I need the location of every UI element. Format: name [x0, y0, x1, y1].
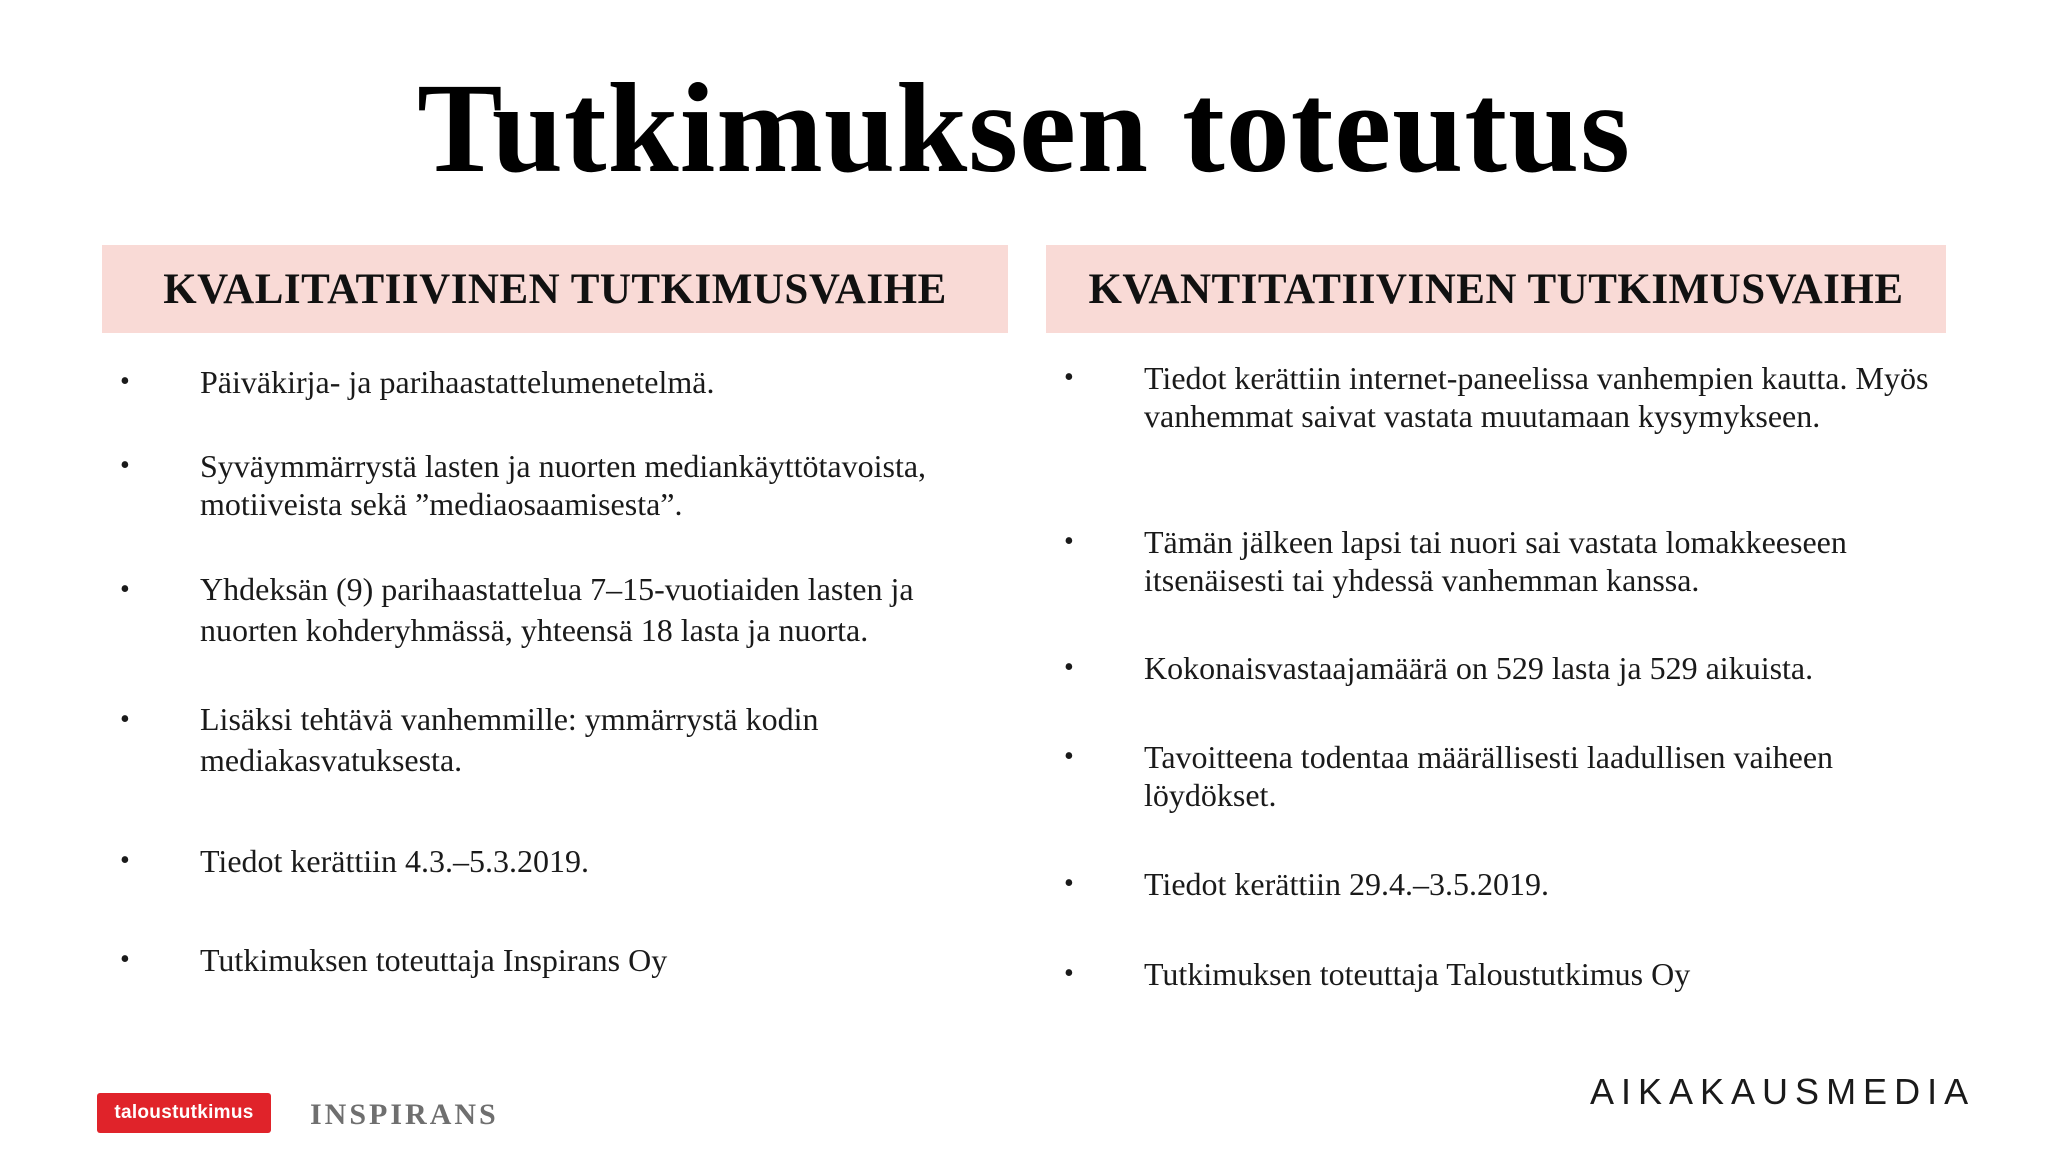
bullet-text: Tämän jälkeen lapsi tai nuori sai vastata lomakkeeseen itsenäisesti tai yhdessä vanhemman kanssa. — [1144, 524, 1847, 598]
bullet-icon: • — [120, 574, 130, 605]
bullet-icon: • — [120, 366, 130, 397]
bullet-text: Tiedot kerättiin 29.4.–3.5.2019. — [1144, 866, 1550, 902]
bullet-text: Tutkimuksen toteuttaja Inspirans Oy — [200, 942, 668, 978]
slide-title: Tutkimuksen toteutus — [417, 57, 1631, 199]
qualitative-header: KVALITATIIVINEN TUTKIMUSVAIHE — [102, 245, 1008, 333]
bullet-text: Tutkimuksen toteuttaja Taloustutkimus Oy — [1144, 956, 1691, 992]
bullet-text: Syväymmärrystä lasten ja nuorten mediankäyttötavoista, motiiveista sekä ”mediaosaamisesta”. — [200, 448, 927, 522]
bullet-icon: • — [120, 450, 130, 481]
bullet-text: Päiväkirja- ja parihaastattelumenetelmä. — [200, 364, 715, 400]
bullet-text: Tavoitteena todentaa määrällisesti laadullisen vaiheen löydökset. — [1144, 739, 1834, 813]
aikakausmedia-logo: AIKAKAUSMEDIA — [1590, 1071, 1976, 1112]
bullet-icon: • — [1064, 526, 1074, 557]
bullet-text: Tiedot kerättiin 4.3.–5.3.2019. — [200, 843, 590, 879]
qualitative-column — [102, 245, 1008, 978]
bullet-icon: • — [1064, 652, 1074, 683]
bullet-icon: • — [120, 845, 130, 876]
bullet-text: Kokonaisvastaajamäärä on 529 lasta ja 529 aikuista. — [1144, 650, 1814, 686]
bullet-icon: • — [1064, 741, 1074, 772]
bullet-icon: • — [1064, 868, 1074, 899]
bullet-text: Tiedot kerättiin internet-paneelissa vanhempien kautta. Myös vanhemmat saivat vastata muutamaan kysymykseen. — [1144, 360, 1929, 434]
bullet-text: Yhdeksän (9) parihaastattelua 7–15-vuotiaiden lasten ja nuorten kohderyhmässä, yhteensä 18 lasta ja nuorta. — [200, 571, 914, 648]
quantitative-header: KVANTITATIIVINEN TUTKIMUSVAIHE — [1046, 245, 1946, 333]
bullet-icon: • — [1064, 958, 1074, 989]
bullet-icon: • — [120, 944, 130, 975]
inspirans-logo: INSPIRANS — [310, 1098, 499, 1131]
bullet-icon: • — [120, 704, 130, 735]
taloustutkimus-logo: taloustutkimus — [97, 1093, 271, 1133]
bullet-text: Lisäksi tehtävä vanhemmille: ymmärrystä kodin mediakasvatuksesta. — [200, 701, 819, 778]
quantitative-column — [1046, 245, 1946, 992]
bullet-icon: • — [1064, 362, 1074, 393]
